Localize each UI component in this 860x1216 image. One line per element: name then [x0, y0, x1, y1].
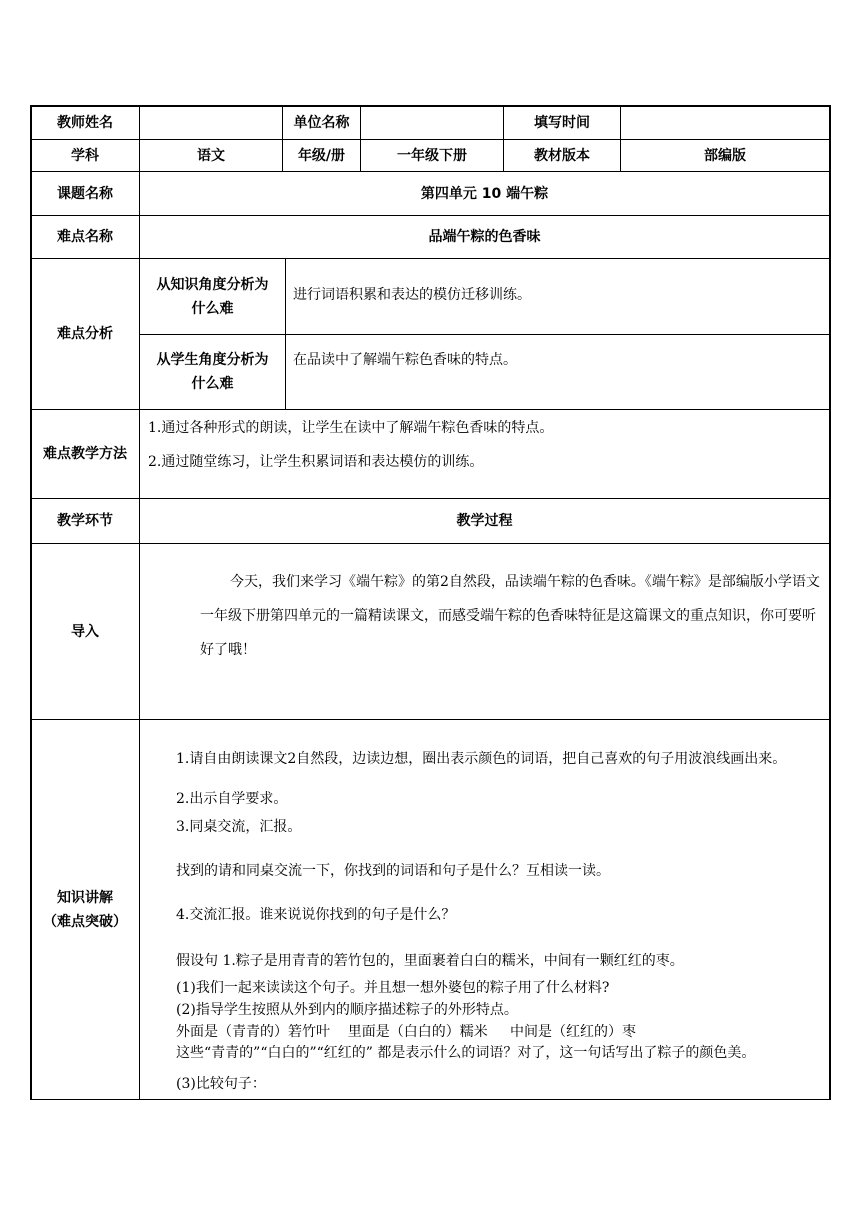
sub-step-3: (3)比较句子：: [176, 1076, 266, 1092]
step-3-detail: 找到的请和同桌交流一下，你找到的词语和句子是什么？互相读一读。: [176, 863, 610, 879]
textbook-label: 教材版本: [534, 147, 590, 164]
knowledge-label: [31, 720, 139, 1099]
teacher-name-value[interactable]: [140, 106, 282, 139]
step-1: 1.请自由朗读课文2自然段，边读边想，圈出表示颜色的词语，把自己喜欢的句子用波浪线画出来。: [176, 751, 787, 767]
topic-value: 第四单元 10 端午粽: [420, 185, 549, 202]
fill-time-label: 填写时间: [534, 114, 590, 131]
difficulty-value: 品端午粽的色香味: [428, 229, 541, 245]
student-angle-value: 在品读中了解端午粽色香味的特点。: [293, 352, 517, 368]
teacher-name-label: 教师姓名: [57, 114, 113, 131]
intro-label: 导入: [71, 623, 99, 640]
process-header: 教学过程: [456, 513, 513, 529]
row-divider: [31, 719, 830, 720]
method-label: 难点教学方法: [43, 446, 127, 462]
analysis-label: 难点分析: [57, 326, 113, 342]
sub-step-2: (2)指导学生按照从外到内的顺序描述粽子的外形特点。: [176, 1002, 518, 1018]
sub-step-1: (1)我们一起来读读这个句子。并且想一想外婆包的粽子用了什么材料?: [176, 980, 610, 996]
color-summary: 这些“青青的”“白白的”“红红的” 都是表示什么的词语？对了，这一句话写出了粽子的颜色美。: [176, 1045, 756, 1061]
subject-value: 语文: [197, 147, 225, 164]
table-border-right: [829, 105, 831, 1100]
subject-label: 学科: [71, 147, 99, 164]
stage-header: 教学环节: [57, 513, 113, 529]
step-4: 4.交流汇报。谁来说说你找到的句子是什么？: [176, 907, 456, 923]
example-sentence: 假设句 1.粽子是用青青的箬竹包的，里面裹着白白的糯米，中间有一颗红红的枣。: [176, 953, 684, 969]
student-angle-label-line2: 什么难: [191, 376, 234, 392]
method-item-2: 2.通过随堂练习，让学生积累词语和表达模仿的训练。: [148, 454, 484, 470]
grade-value: 一年级下册: [397, 147, 467, 164]
knowledge-angle-value: 进行词语积累和表达的模仿迁移训练。: [293, 287, 531, 303]
row-divider: [31, 543, 830, 544]
intro-text: 今天，我们来学习《端午粽》的第2自然段，品读端午粽的色香味。《端午粽》是部编版小学语文一年级下册第四单元的一篇精读课文，而感受端午粽的色香味特征是这篇课文的重点知识，你可要听好了哦！: [200, 574, 820, 658]
textbook-value: 部编版: [704, 147, 746, 164]
student-angle-label: [140, 335, 285, 409]
table-border-bottom: [31, 1099, 830, 1100]
student-angle-label-line1: 从学生角度分析为: [156, 352, 269, 368]
fill-time-value[interactable]: [621, 106, 829, 139]
method-item-1: 1.通过各种形式的朗读，让学生在读中了解端午粽色香味的特点。: [148, 420, 554, 436]
knowledge-angle-label-line1: 从知识角度分析为: [156, 276, 269, 293]
knowledge-angle-label: [140, 259, 285, 334]
topic-label: 课题名称: [57, 185, 113, 202]
knowledge-label-line1: 知识讲解: [57, 889, 113, 906]
row-divider: [31, 409, 830, 410]
difficulty-label: 难点名称: [57, 229, 113, 245]
knowledge-label-line2: （难点突破）: [43, 913, 127, 930]
step-2: 2.出示自学要求。: [176, 791, 288, 807]
unit-name-value[interactable]: [361, 106, 503, 139]
knowledge-angle-label-line2: 什么难: [191, 300, 234, 317]
unit-name-label: 单位名称: [293, 114, 350, 131]
column-divider: [285, 258, 286, 409]
grade-label: 年级/册: [297, 147, 346, 164]
material-breakdown: 外面是（青青的）箬竹叶 里面是（白白的）糯米 中间是（红红的）枣: [176, 1024, 637, 1040]
step-3: 3.同桌交流，汇报。: [176, 819, 302, 835]
